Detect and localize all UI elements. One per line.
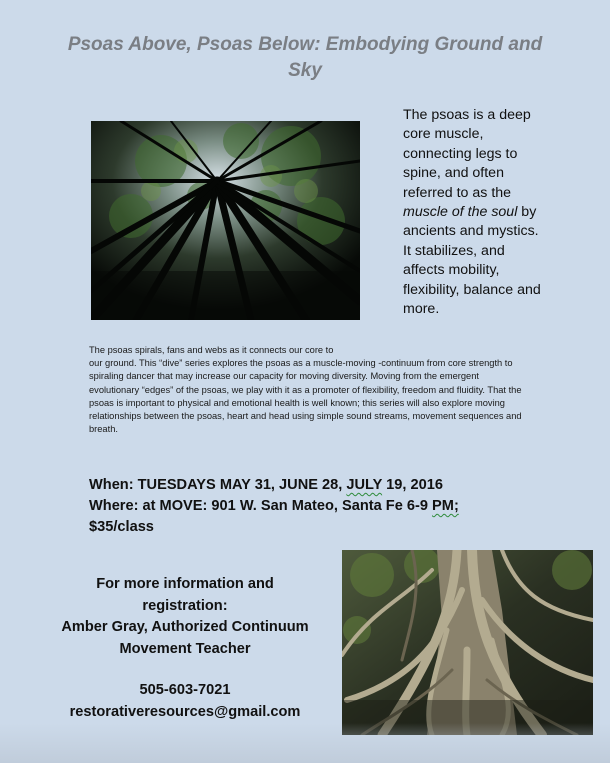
contact-role: Movement Teacher — [119, 640, 251, 657]
intro-text-start: The psoas is a deep core muscle, connecting legs to spine, and often referred to as the — [403, 107, 531, 201]
schedule-when — [89, 475, 559, 496]
when-text-end: 19, 2016 — [382, 477, 443, 493]
contact-name: Amber Gray, Authorized Continuum — [61, 619, 309, 635]
intro-paragraph — [403, 106, 543, 319]
schedule-block — [89, 475, 559, 538]
when-spellcheck-word: JULY — [346, 477, 383, 493]
contact-email: restorativeresources@gmail.com — [69, 703, 301, 720]
flyer-title: Psoas Above, Psoas Below: Embodying Ground and Sky — [67, 34, 543, 81]
forest-canopy-photo — [91, 121, 360, 320]
where-spellcheck-word: PM; — [432, 498, 459, 514]
intro-emphasis: muscle of the soul — [403, 204, 518, 221]
when-text: When: TUESDAYS MAY 31, JUNE 28, — [89, 477, 347, 493]
tree-roots-photo — [342, 550, 593, 735]
intro-text-end: by ancients and mystics. It stabilizes, and affects mobility, flexibility, balance and more. — [403, 204, 541, 318]
page-shadow — [0, 723, 610, 763]
contact-line-2: registration: — [142, 597, 228, 614]
where-text: Where: at MOVE: 901 W. San Mateo, Santa Fe 6-9 — [89, 498, 433, 514]
schedule-price: $35/class — [89, 519, 154, 535]
contact-phone: 505-603-7021 — [139, 682, 231, 698]
contact-line-1: For more information and — [96, 576, 274, 592]
schedule-where — [89, 496, 559, 517]
description-block — [89, 344, 527, 436]
description-paragraph: our ground. This “dive” series explores the psoas as a muscle-moving -continuum from core strength to spiraling dancer that may increase our capacity for moving diversity. Moving from the emergent evolutionary “edges” of the psoas, we play with it as a promoter of flexibility, freedom and fluidity. That the psoas is important to physical and emotional health is well known; this series will also explore moving relationships between the psoas, heart and head using simple sound streams, movement sequences and breath. — [89, 358, 522, 435]
contact-block — [40, 574, 330, 723]
contact-spacer — [40, 660, 330, 680]
description-first-line: The psoas spirals, fans and webs as it connects our core to — [89, 345, 334, 355]
